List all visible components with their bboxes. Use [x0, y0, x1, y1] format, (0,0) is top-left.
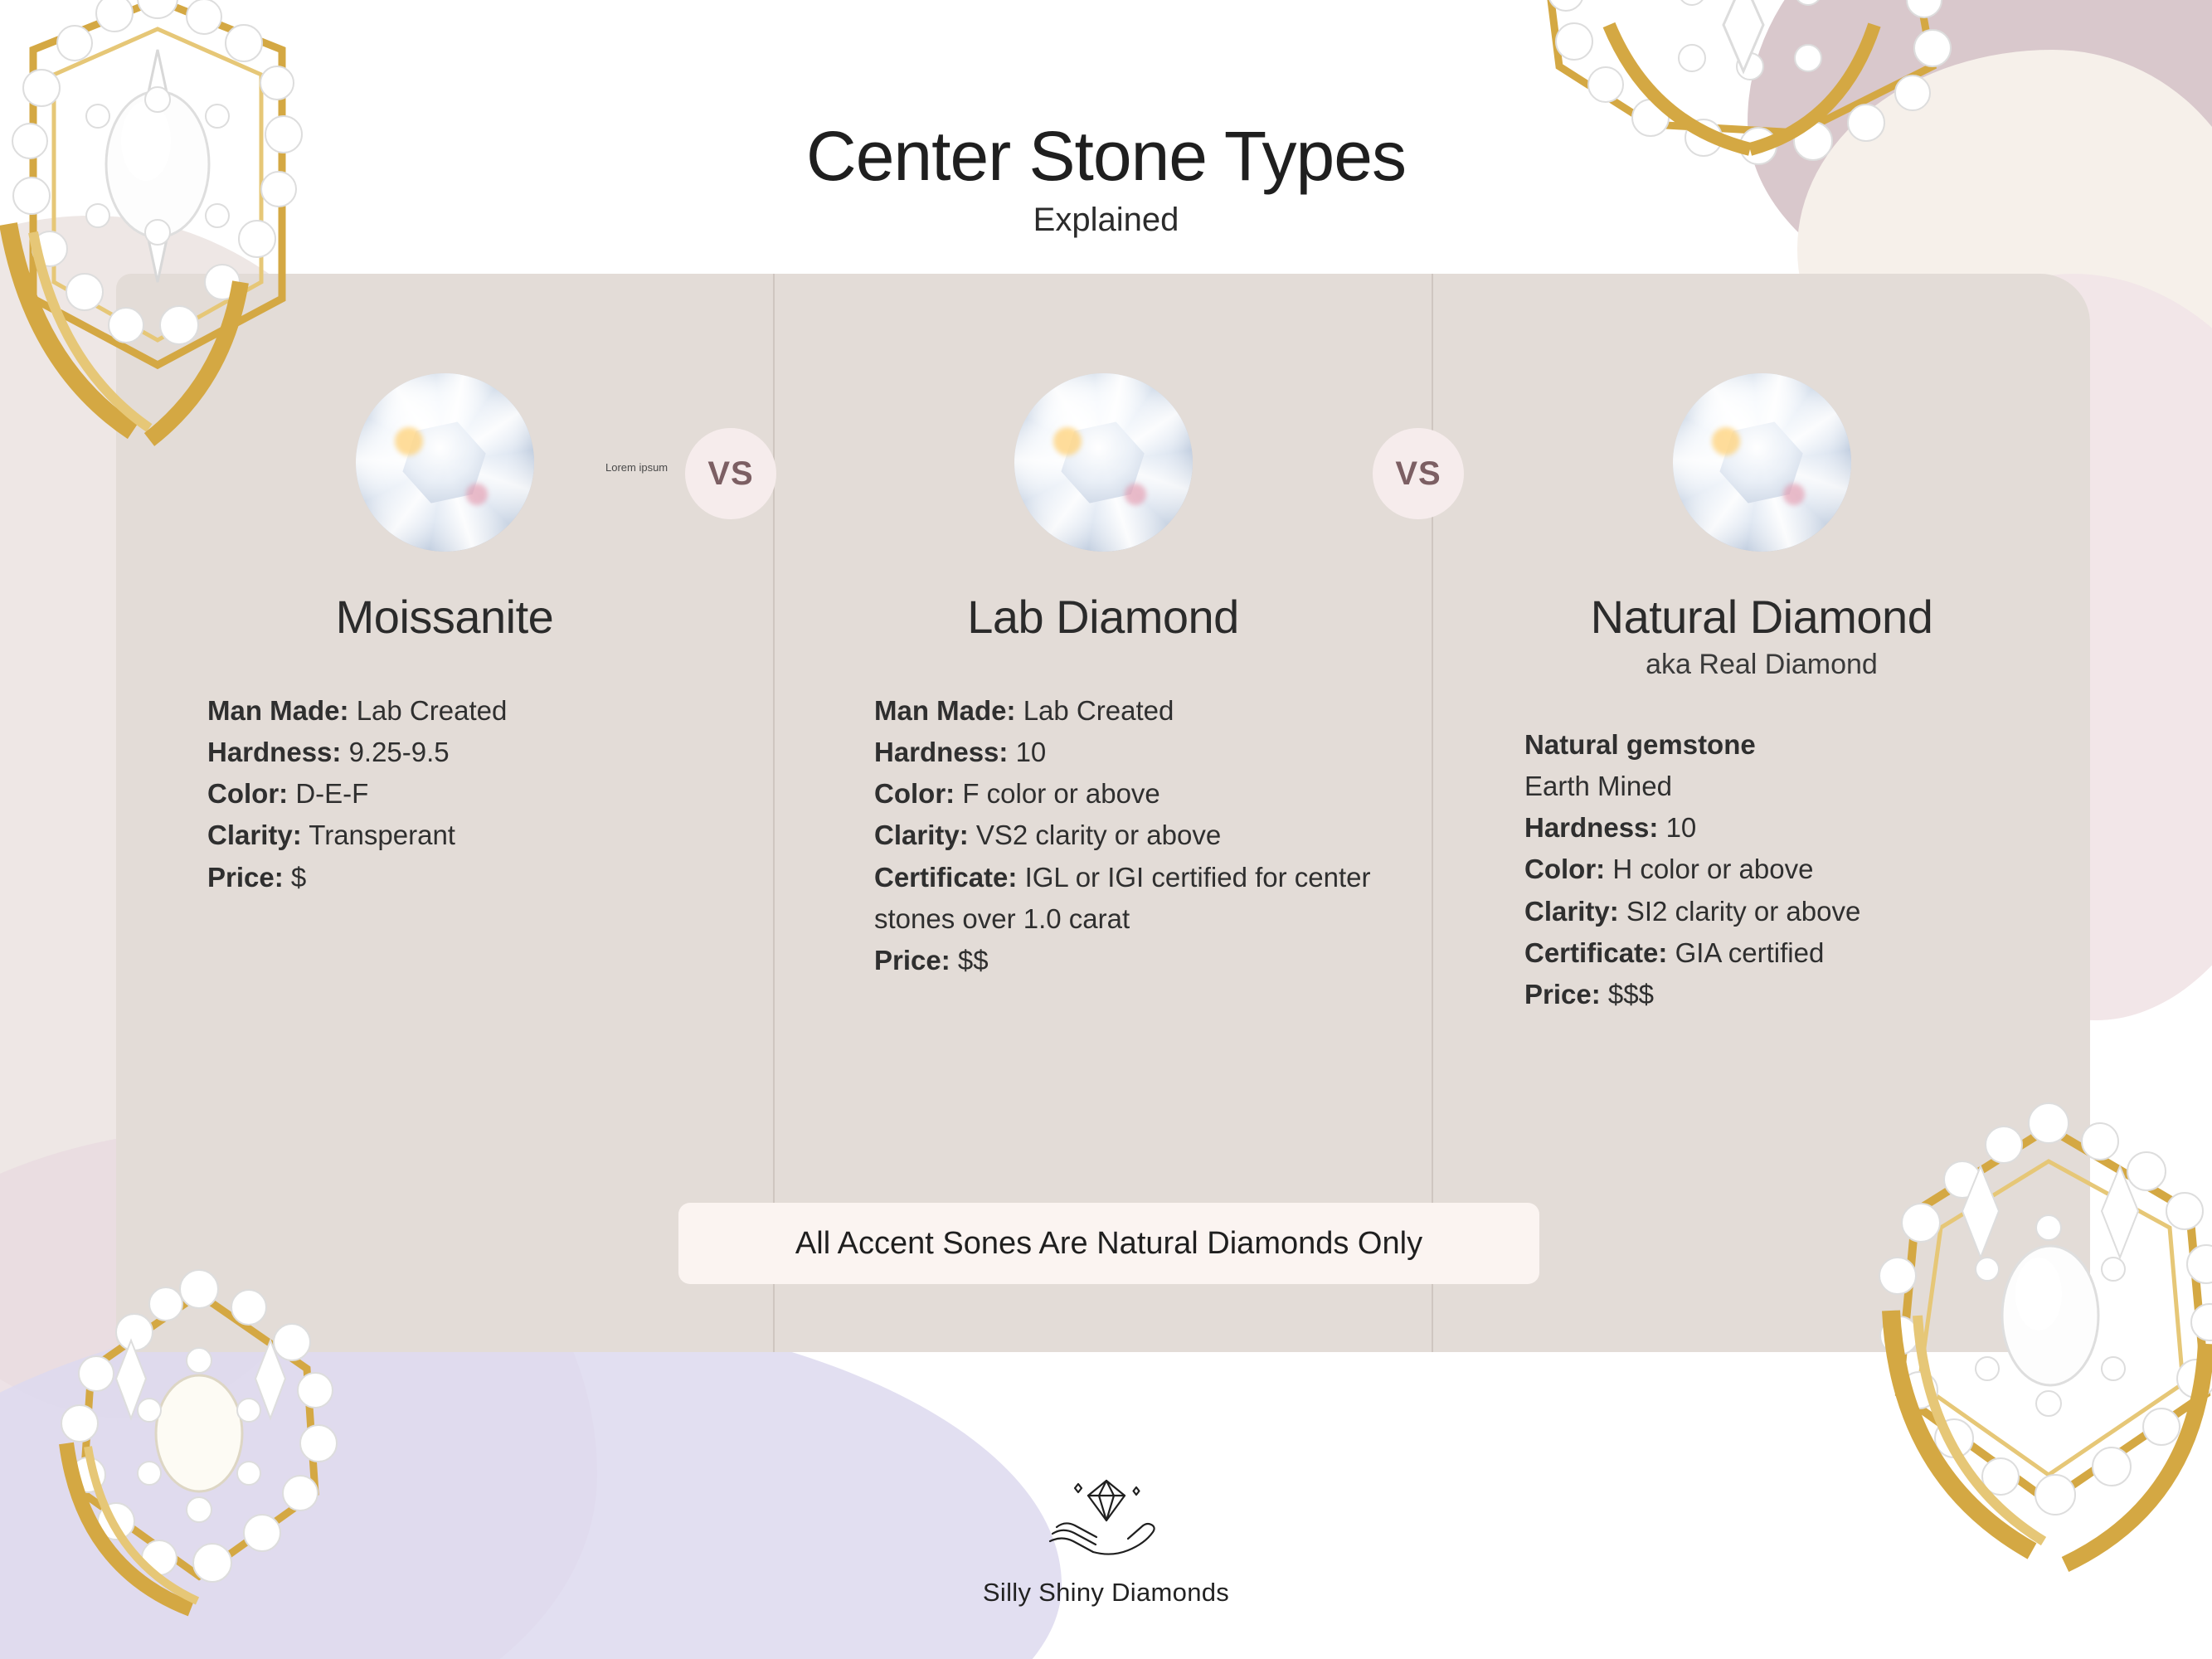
- spec-value: 10: [1665, 812, 1697, 844]
- micro-caption: Lorem ipsum: [605, 461, 668, 474]
- spec-value: SI2 clarity or above: [1626, 895, 1861, 927]
- vintage-gold-diamond-ring-icon: [1485, 0, 1999, 174]
- spec-row: Price: $$: [874, 944, 989, 975]
- spec-row: Clarity: SI2 clarity or above: [1524, 895, 1861, 927]
- round-brilliant-gem-icon: [1014, 373, 1193, 552]
- spec-value: Earth Mined: [1524, 771, 1672, 802]
- spec-value: GIA certified: [1675, 937, 1825, 968]
- spec-value: 10: [1015, 737, 1047, 768]
- round-brilliant-gem-icon: [1673, 373, 1851, 552]
- vs-badge-2: VS: [1373, 428, 1464, 519]
- brand-name: Silly Shiny Diamonds: [982, 1578, 1230, 1607]
- hand-holding-diamond-icon: [1007, 1469, 1206, 1560]
- spec-value: $$: [957, 944, 989, 975]
- spec-value: VS2 clarity or above: [975, 820, 1222, 851]
- spec-row: Man Made: Lab Created: [207, 695, 508, 726]
- vintage-gold-diamond-ring-icon: [0, 0, 340, 547]
- column-title-lab-diamond: Lab Diamond: [967, 591, 1239, 643]
- spec-value: $: [290, 861, 307, 893]
- spec-row: Hardness: 10: [1524, 812, 1697, 844]
- spec-row: Color: D-E-F: [207, 778, 369, 810]
- round-brilliant-gem-icon: [356, 373, 534, 552]
- spec-value: Lab Created: [1023, 695, 1174, 726]
- spec-row: Color: F color or above: [874, 778, 1160, 810]
- spec-row: Hardness: 10: [874, 737, 1047, 768]
- spec-value: Transperant: [309, 820, 455, 851]
- spec-value: IGL or IGI certified for center stones over 1.0 carat: [874, 861, 1371, 934]
- column-lab-diamond: [773, 274, 1432, 1352]
- spec-row: [1524, 766, 2090, 807]
- spec-row: Certificate: IGL or IGI certified for center stones over 1.0 carat: [874, 861, 1371, 934]
- spec-row: Certificate: GIA certified: [1524, 937, 1825, 968]
- spec-row: Natural gemstone: [1524, 729, 1756, 760]
- footnote-banner: All Accent Sones Are Natural Diamonds Only: [678, 1203, 1539, 1284]
- vintage-gold-diamond-ring-icon: [33, 1244, 382, 1634]
- specs-lab-diamond: [775, 690, 1432, 981]
- spec-row: Man Made: Lab Created: [874, 695, 1174, 726]
- page-title: Center Stone Types: [806, 117, 1406, 195]
- spec-row: Clarity: VS2 clarity or above: [874, 820, 1222, 851]
- spec-value: F color or above: [962, 778, 1160, 810]
- spec-row: Hardness: 9.25-9.5: [207, 737, 450, 768]
- spec-value: 9.25-9.5: [348, 737, 450, 768]
- spec-row: Price: $$$: [1524, 978, 1654, 1010]
- spec-row: Price: $: [207, 861, 307, 893]
- column-subtitle-natural-diamond: aka Real Diamond: [1646, 649, 1878, 680]
- spec-value: Lab Created: [356, 695, 508, 726]
- spec-row: Color: H color or above: [1524, 854, 1814, 885]
- column-title-moissanite: Moissanite: [335, 591, 554, 643]
- comparison-columns: [116, 274, 2090, 1352]
- vintage-gold-diamond-ring-icon: [1841, 1062, 2212, 1642]
- vs-badge-1: VS: [685, 428, 776, 519]
- page-subtitle: Explained: [1033, 202, 1179, 238]
- spec-value: H color or above: [1612, 854, 1814, 885]
- spec-value: D-E-F: [295, 778, 369, 810]
- spec-row: Clarity: Transperant: [207, 820, 455, 851]
- spec-value: $$$: [1607, 978, 1654, 1010]
- specs-moissanite: [116, 690, 773, 898]
- column-title-natural-diamond: Natural Diamond: [1590, 591, 1933, 643]
- specs-natural-diamond: [1433, 724, 2090, 1015]
